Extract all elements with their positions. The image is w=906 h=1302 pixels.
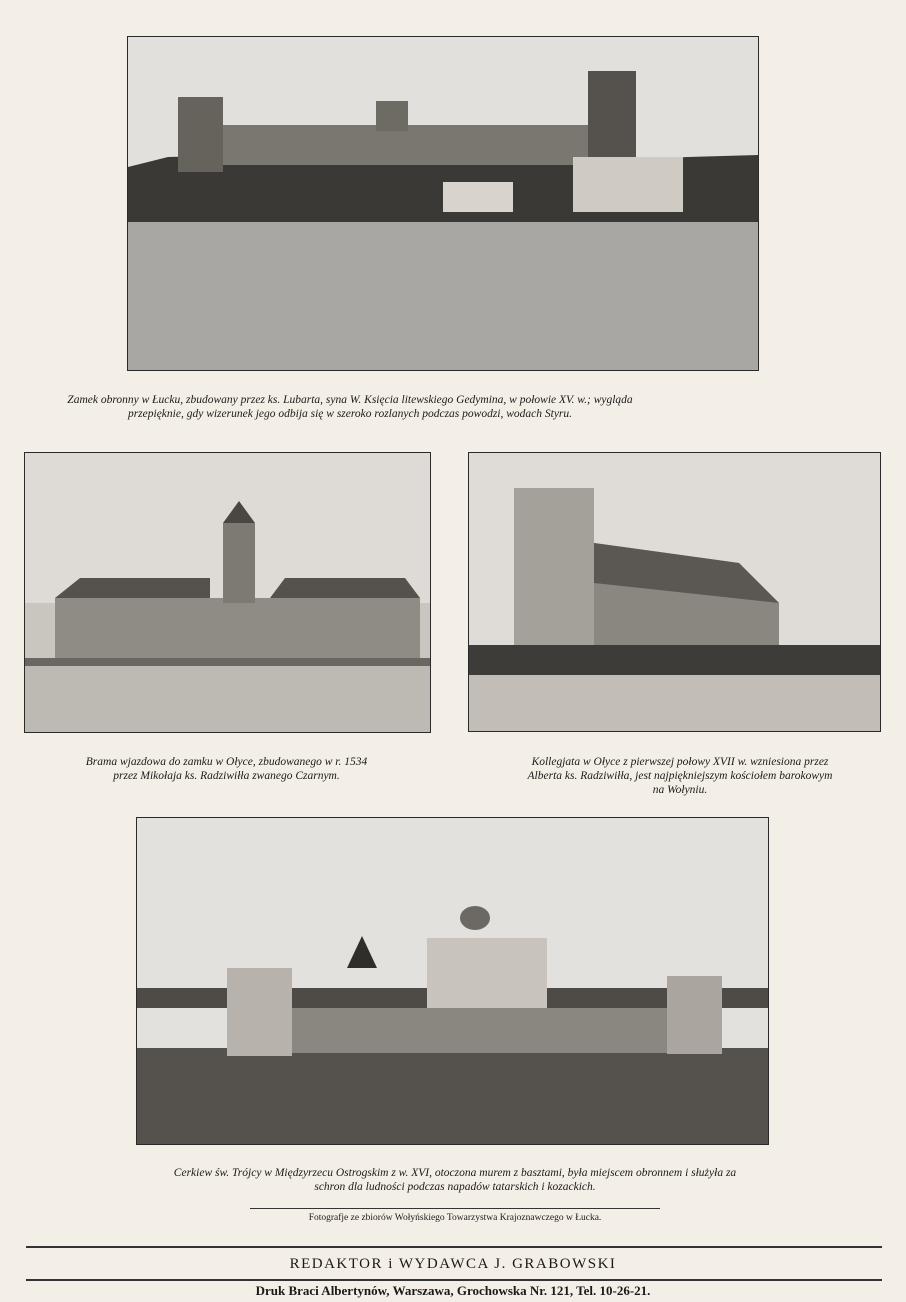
caption-line: przepięknie, gdy wizerunek jego odbija się w szeroko rozlanych podczas powodzi, wodach Styru. <box>127 408 573 420</box>
credit-divider <box>250 1208 660 1209</box>
caption-olyka-collegiate <box>490 755 870 797</box>
footer-middle-rule <box>26 1279 882 1281</box>
caption-lutsk-castle <box>15 393 685 421</box>
photo-credit: Fotografje ze zbiorów Wołyńskiego Towarzystwa Krajoznawczego w Łucka. <box>308 1213 602 1223</box>
photo-lutsk-castle <box>127 36 759 371</box>
caption-line: Alberta ks. Radziwiłła, jest najpiękniejszym kościołem barokowym <box>527 770 833 782</box>
caption-olyka-gate <box>24 755 429 783</box>
caption-line: schron dla ludności podczas napadów tatarskich i kozackich. <box>314 1181 596 1193</box>
caption-line: Kollegjata w Ołyce z pierwszej połowy XVII w. wzniesiona przez <box>531 756 829 768</box>
photo-olyka-collegiate <box>468 452 881 732</box>
caption-line: Brama wjazdowa do zamku w Ołyce, zbudowanego w r. 1534 <box>85 756 368 768</box>
caption-miedzyrzec-orthodox-church <box>120 1166 790 1194</box>
photo-miedzyrzec-orthodox-church <box>136 817 769 1145</box>
caption-line: na Wołyniu. <box>652 784 708 796</box>
caption-line: Cerkiew św. Trójcy w Międzyrzecu Ostrogskim z w. XVI, otoczona murem z basztami, była miejscem obronnem i służyła za <box>173 1167 737 1179</box>
editor-line: REDAKTOR i WYDAWCA J. GRABOWSKI <box>289 1256 617 1272</box>
footer-top-rule <box>26 1246 882 1248</box>
caption-line: przez Mikołaja ks. Radziwiłła zwanego Czarnym. <box>113 770 340 782</box>
printer-line: Druk Braci Albertynów, Warszawa, Grochowska Nr. 121, Tel. 10-26-21. <box>255 1283 651 1298</box>
photo-olyka-gate <box>24 452 431 733</box>
caption-line: Zamek obronny w Łucku, zbudowany przez ks. Lubarta, syna W. Księcia litewskiego Gedymina, w połowie XV. w.; wygląda <box>67 394 633 406</box>
